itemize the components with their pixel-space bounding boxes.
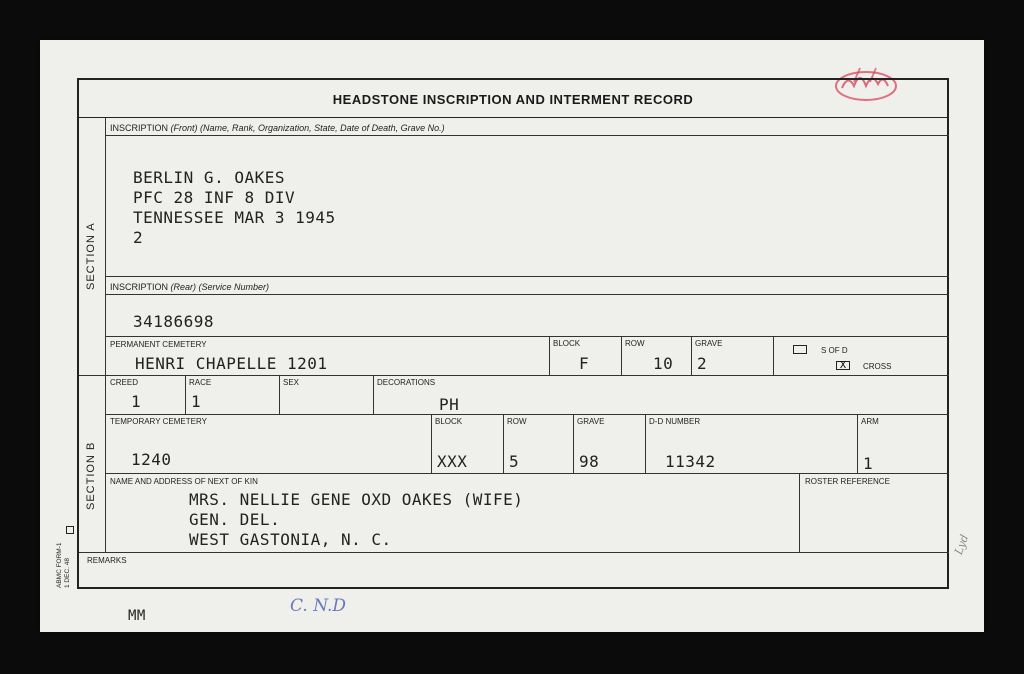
perm-block-label: BLOCK [553, 339, 581, 348]
s-of-d-label: S OF D [821, 346, 848, 355]
divider [185, 375, 186, 414]
s-of-d-checkbox [793, 345, 807, 354]
divider [105, 414, 949, 415]
gutter-divider [105, 118, 106, 552]
next-of-kin-line-3: WEST GASTONIA, N. C. [189, 530, 392, 549]
dd-number-value: 11342 [665, 452, 716, 471]
perm-grave-label: GRAVE [695, 339, 723, 348]
perm-block-value: F [579, 354, 590, 373]
divider [105, 135, 949, 136]
section-a-label: SECTION A [85, 222, 97, 290]
temporary-cemetery-value: 1240 [131, 450, 172, 469]
sex-label: SEX [283, 378, 300, 387]
divider [105, 473, 949, 474]
divider [105, 294, 949, 295]
divider [279, 375, 280, 414]
next-of-kin-line-1: MRS. NELLIE GENE OXD OAKES (WIFE) [189, 490, 524, 509]
record-card [40, 40, 984, 632]
bottom-initials: MM [128, 608, 146, 624]
temp-row-label: ROW [507, 417, 527, 426]
inscription-line-3: TENNESSEE MAR 3 1945 [133, 208, 336, 227]
perm-grave-value: 2 [697, 354, 708, 373]
decorations-value: PH [439, 395, 460, 414]
race-label: RACE [189, 378, 212, 387]
remarks-label: REMARKS [87, 556, 127, 565]
cross-label: CROSS [863, 362, 892, 371]
form-checkbox [66, 526, 74, 534]
inscription-line-4: 2 [133, 228, 144, 247]
temp-grave-label: GRAVE [577, 417, 605, 426]
divider [857, 414, 858, 473]
next-of-kin-line-2: GEN. DEL. [189, 510, 281, 529]
divider [105, 336, 949, 337]
perm-row-label: ROW [625, 339, 645, 348]
divider [645, 414, 646, 473]
temp-block-label: BLOCK [435, 417, 463, 426]
divider [799, 473, 800, 552]
creed-label: CREED [110, 378, 139, 387]
inscription-line-2: PFC 28 INF 8 DIV [133, 188, 296, 207]
divider [573, 414, 574, 473]
inscription-front-label: INSCRIPTION (Front) (Name, Rank, Organization, State, Date of Death, Grave No.) [110, 123, 445, 133]
divider [691, 336, 692, 375]
creed-value: 1 [131, 392, 142, 411]
inscription-rear-label: INSCRIPTION (Rear) (Service Number) [110, 282, 270, 292]
service-number: 34186698 [133, 312, 215, 331]
temp-row-value: 5 [509, 452, 520, 471]
form-id: ABMC FORM-1 1 DEC. 48 [56, 542, 71, 588]
permanent-cemetery-label: PERMANENT CEMETERY [110, 340, 207, 349]
arm-label: ARM [861, 417, 879, 426]
divider [621, 336, 622, 375]
temp-block-value: XXX [437, 452, 468, 471]
divider [773, 336, 774, 375]
divider [431, 414, 432, 473]
decorations-label: DECORATIONS [377, 378, 436, 387]
form-frame [77, 78, 949, 589]
section-divider [79, 552, 949, 553]
section-divider [79, 375, 949, 376]
inscription-line-1: BERLIN G. OAKES [133, 168, 285, 187]
handwritten-note: C. N.D [290, 596, 347, 616]
race-value: 1 [191, 392, 202, 411]
roster-reference-label: ROSTER REFERENCE [805, 477, 890, 486]
section-b-label: SECTION B [85, 441, 97, 510]
temp-grave-value: 98 [579, 452, 600, 471]
temporary-cemetery-label: TEMPORARY CEMETERY [110, 417, 207, 426]
dd-number-label: D-D NUMBER [649, 417, 701, 426]
divider [105, 276, 949, 277]
next-of-kin-label: NAME AND ADDRESS OF NEXT OF KIN [110, 477, 258, 486]
cross-checkbox: X [836, 361, 850, 370]
perm-row-value: 10 [653, 354, 674, 373]
arm-value: 1 [863, 454, 874, 473]
form-title: HEADSTONE INSCRIPTION AND INTERMENT RECORD [79, 80, 947, 118]
divider [549, 336, 550, 375]
divider [503, 414, 504, 473]
divider [373, 375, 374, 414]
permanent-cemetery-value: HENRI CHAPELLE 1201 [135, 354, 328, 373]
pencil-note: Lyd [952, 532, 972, 557]
